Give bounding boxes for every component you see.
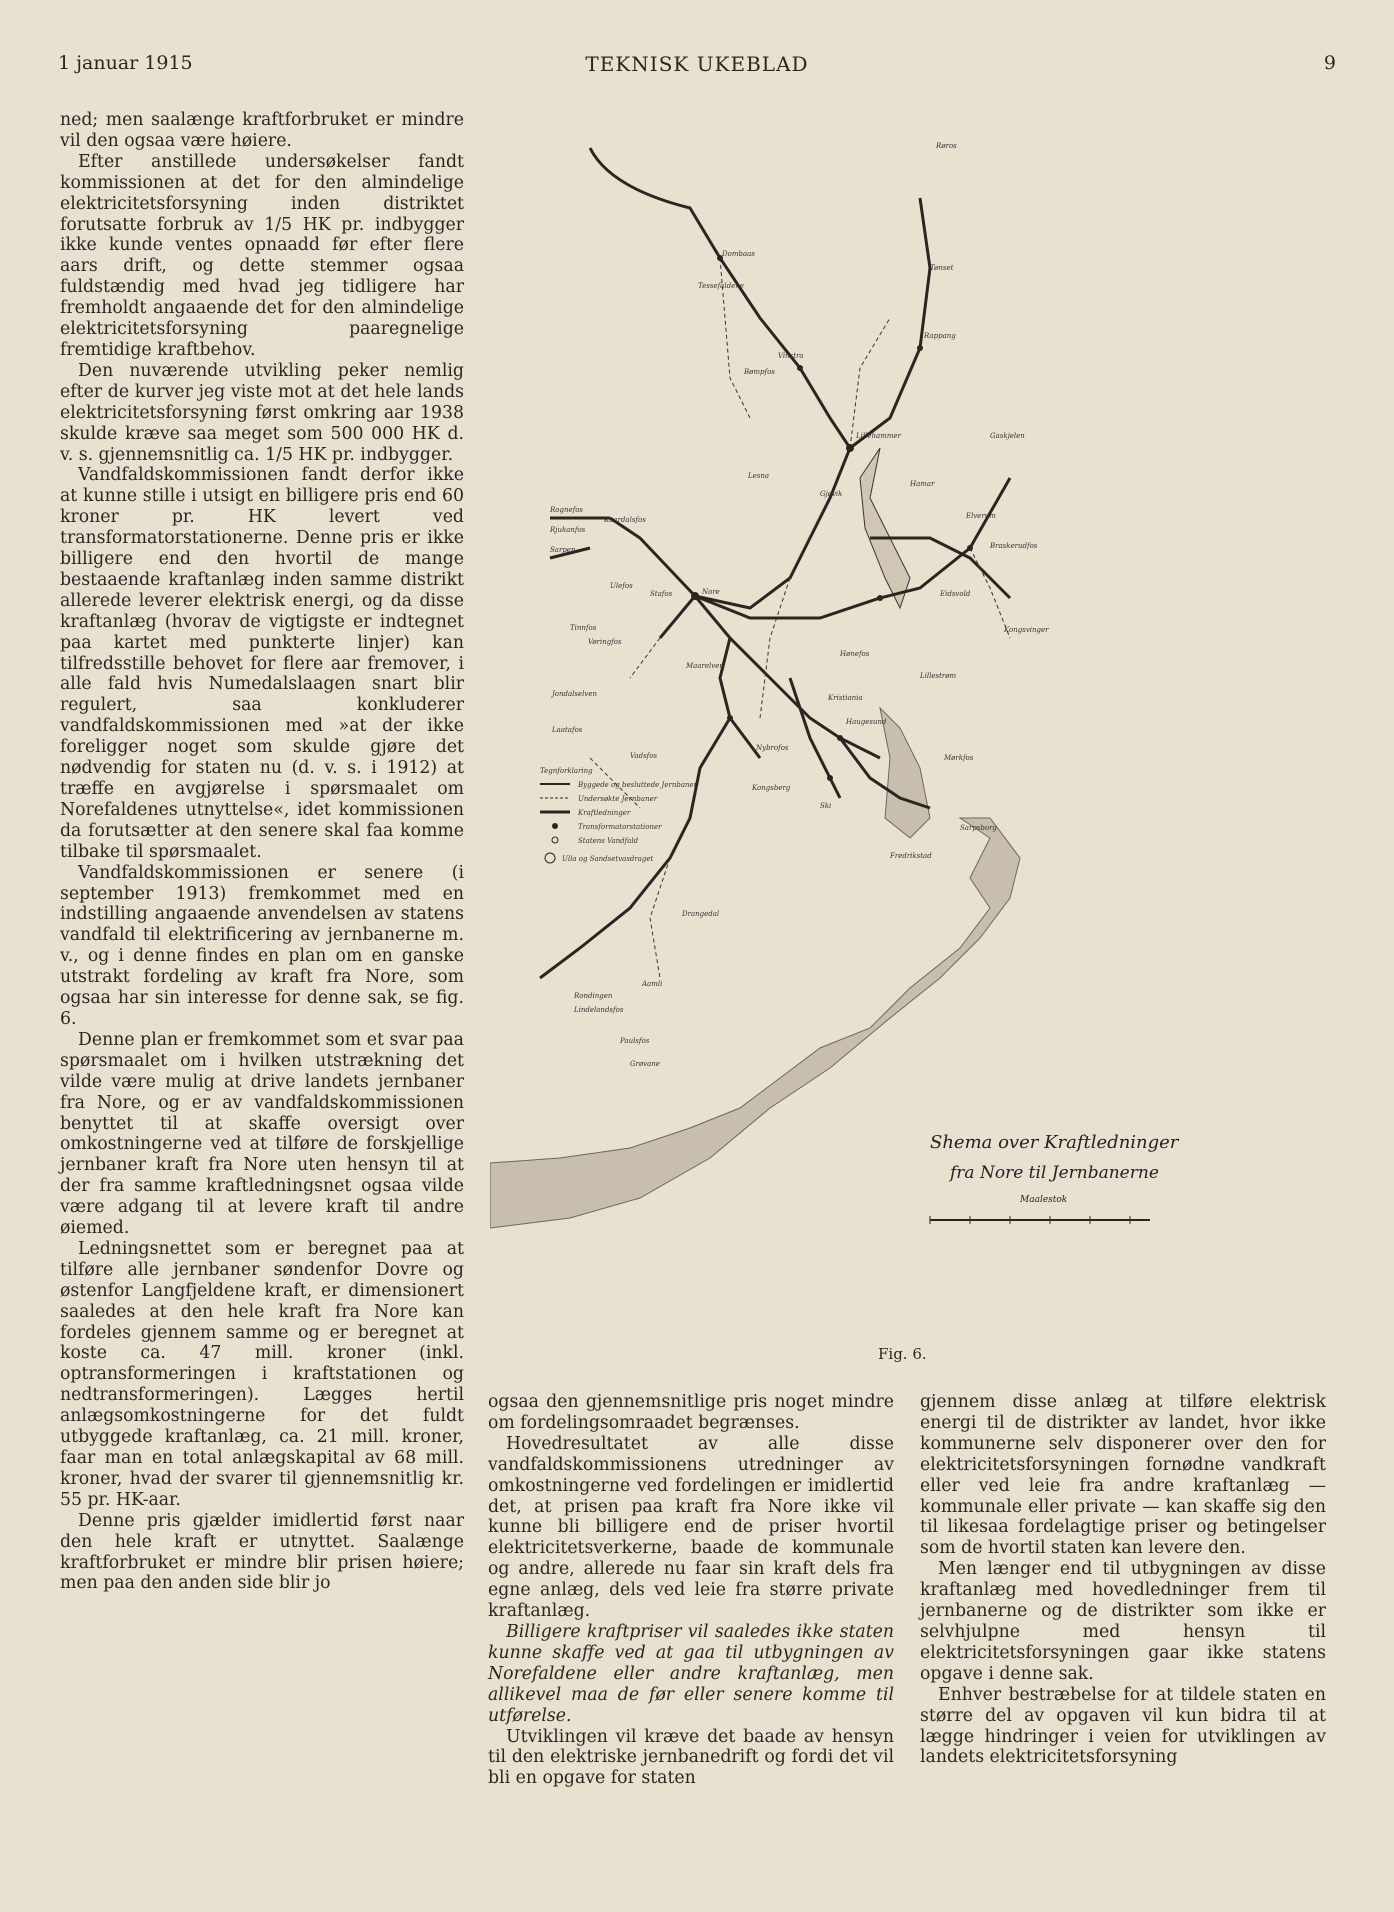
place-label: Vøringfos bbox=[588, 638, 622, 646]
figure-map bbox=[490, 118, 1340, 1358]
place-label: Lindelandsfos bbox=[574, 1006, 624, 1014]
mjosa bbox=[860, 448, 910, 608]
paragraph: Utviklingen vil kræve det baade av hensyn til den elektriske jernbanedrift og fordi det vil bli en opgave for staten bbox=[488, 1726, 894, 1789]
paragraph: ned; men saalænge kraftforbruket er mindre vil den ogsaa være høiere. bbox=[60, 110, 464, 151]
figure-caption: Fig. 6. bbox=[878, 1345, 927, 1363]
paragraph: Hovedresultatet av alle disse vandfaldskommissionens utredninger av omkostningerne ved fordelingen er imidlertid det, at prisen paa kraft fra Nore ikke vil kunne bli billigere end de priser hvortil elektricitetsverkerne, baade de kommunale og andre, allerede nu faar sin kraft dels fra egne anlæg, dels ved leie fra større private kraftanlæg. bbox=[488, 1433, 894, 1622]
place-label: Elverum bbox=[966, 512, 996, 520]
place-label: Dombaas bbox=[722, 250, 755, 258]
place-label: Eidsvold bbox=[940, 590, 971, 598]
place-label: Fredrikstad bbox=[890, 852, 932, 860]
page-header bbox=[58, 52, 1336, 82]
text-column-middle bbox=[488, 1392, 894, 1789]
place-label: Lesna bbox=[748, 472, 770, 480]
text-column-right bbox=[920, 1392, 1326, 1768]
scale-label: Maalestok bbox=[1020, 1195, 1068, 1205]
place-label: Tessefaldene bbox=[698, 282, 744, 290]
place-label: Ulefos bbox=[610, 582, 633, 590]
map-title-line1: Shema over Kraftledninger bbox=[930, 1132, 1179, 1153]
place-label: Aamli bbox=[642, 980, 663, 988]
place-label: Hamar bbox=[910, 480, 935, 488]
place-label: Gaskjelen bbox=[990, 432, 1025, 440]
place-label: Kristiania bbox=[828, 694, 863, 702]
legend-item: Ulla og Sandsetvasdraget bbox=[562, 855, 654, 863]
place-label: Jondalselven bbox=[552, 690, 598, 698]
place-label: Rognefos bbox=[550, 506, 584, 514]
text-column-left bbox=[60, 110, 464, 1594]
place-label: Gjøvik bbox=[820, 490, 843, 498]
paragraph: Denne plan er fremkommet som et svar paa spørsmaalet om i hvilken utstrækning det vilde være mulig at drive landets jernbaner fra Nore, og er av vandfaldskommissionen benyttet til at skaffe oversigt over omkostningerne ved at tilføre de forskjellige jernbaner kraft fra Nore uten hensyn til at der fra samme kraftledningsnet ogsaa vilde være adgang til at levere kraft til andre øiemed. bbox=[60, 1029, 464, 1239]
paragraph: Ledningsnettet som er beregnet paa at tilføre alle jernbaner søndenfor Dovre og østenfor Langfjeldene kraft, er dimensionert saaledes at den hele kraft fra Nore kan fordeles gjennem samme og er beregnet at koste ca. 47 mill. kroner (inkl. optransformeringen i kraftstationen og nedtransformeringen). Lægges hertil anlægsomkostningerne for det fuldt utbyggede kraftanlæg, ca. 21 mill. kroner, faar man en total anlægskapital av 68 mill. kroner, hvad der svarer til gjennemsnitlig kr. 55 pr. HK-aar. bbox=[60, 1238, 464, 1510]
paragraph-italic: Billigere kraftpriser vil saaledes ikke staten kunne skaffe ved at gaa til utbygningen av Norefaldene eller andre kraftanlæg, men allikevel maa de før eller senere komme til utførelse. bbox=[488, 1621, 894, 1726]
place-label: Lillehammer bbox=[856, 432, 901, 440]
place-label: Sarpen bbox=[550, 546, 576, 554]
paragraph: Vandfaldskommissionen er senere (i september 1913) fremkommet med en indstilling angaaende anvendelsen av statens vandfald til elektrificering av jernbanerne m. v., og i denne findes en plan om en ganske utstrakt fordeling av kraft fra Nore, som ogsaa har sin interesse for denne sak, se fig. 6. bbox=[60, 862, 464, 1029]
place-label: Røros bbox=[936, 142, 957, 150]
place-label: Kongsberg bbox=[752, 784, 791, 792]
place-label: Ski bbox=[820, 802, 832, 810]
place-label: Tønset bbox=[930, 264, 954, 272]
place-label: Laatafos bbox=[552, 726, 583, 734]
legend-item: Statens Vandfald bbox=[578, 837, 639, 845]
place-label: Vadsfos bbox=[630, 752, 658, 760]
page-number: 9 bbox=[1323, 52, 1336, 74]
place-label: Stafos bbox=[650, 590, 673, 598]
paragraph: Enhver bestræbelse for at tildele staten en større del av opgaven vil kun bidra til at lægge hindringer i veien for utviklingen av landets elektricitetsforsyning bbox=[920, 1684, 1326, 1768]
coastline bbox=[490, 818, 1020, 1228]
legend-item: Kraftledninger bbox=[578, 809, 631, 817]
place-label: Nore bbox=[702, 588, 720, 596]
power-lines bbox=[540, 148, 1010, 978]
place-label: Tinnfos bbox=[570, 624, 597, 632]
place-label: Drangedal bbox=[682, 910, 720, 918]
place-label: Sarpsborg bbox=[960, 824, 997, 832]
place-label: Haugesund bbox=[846, 718, 887, 726]
place-label: Lillestrøm bbox=[920, 672, 957, 680]
place-label: Rappang bbox=[924, 332, 956, 340]
paragraph: Vandfaldskommissionen fandt derfor ikke at kunne stille i utsigt en billigere pris end 60 kroner pr. HK levert ved transformatorstationerne. Denne pris er ikke billigere end den hvortil de mange bestaaende kraftanlæg inden samme distrikt allerede leverer elektrisk energi, og da disse kraftanlæg (hvorav de vigtigste er indtegnet paa kartet med punkterte linjer) kan tilfredsstille behovet for flere aar fremover, i alle fald hvis Numedalslaagen snart blir regulert, saa konkluderer vandfaldskommissionen med »at der ikke foreligger noget som skulde gjøre det nødvendig for staten nu (d. v. s. i 1912) at træffe en avgjørelse i spørsmaalet om Norefaldenes utnyttelse«, idet kommissionen da forutsætter at den senere skal faa komme tilbake til spørsmaalet. bbox=[60, 465, 464, 862]
place-label: Maarelven bbox=[686, 662, 724, 670]
power-line-map bbox=[490, 118, 1340, 1358]
place-label: Kongsvinger bbox=[1004, 626, 1049, 634]
place-label: Paulsfos bbox=[620, 1037, 650, 1045]
place-label: Grøvane bbox=[630, 1060, 660, 1068]
paragraph: ogsaa den gjennemsnitlige pris noget mindre om fordelingsomraadet begrænses. bbox=[488, 1392, 894, 1433]
legend-title: Tegnforklaring bbox=[540, 767, 593, 775]
place-label: Kaardalsfos bbox=[604, 516, 646, 524]
place-label: Bømpfos bbox=[744, 368, 775, 376]
paragraph: gjennem disse anlæg at tilføre elektrisk energi til de distrikter av landet, hvor ikke kommunerne selv disponerer over den for elektricitetsforsyningen fornødne vandkraft eller ved leie fra andre kraftanlæg — kommunale eller private — kan skaffe sig den til likesaa fordelagtige priser og betingelser som de hvortil staten kan levere den. bbox=[920, 1392, 1326, 1559]
journal-title: TEKNISK UKEBLAD bbox=[585, 52, 809, 76]
issue-date: 1 januar 1915 bbox=[58, 52, 193, 74]
place-label: Vinstra bbox=[778, 352, 804, 360]
scale-bar bbox=[930, 1216, 1150, 1224]
place-label: Mørkfos bbox=[944, 754, 974, 762]
place-label: Nybrofos bbox=[756, 744, 789, 752]
place-label: Braskerudfos bbox=[990, 542, 1038, 550]
place-label: Hønefos bbox=[840, 650, 870, 658]
paragraph: Efter anstillede undersøkelser fandt kommissionen at det for den almindelige elektricitetsforsyning inden distriktet forutsatte forbruk av 1/5 HK pr. indbygger ikke kunde ventes opnaadd før efter flere aars drift, og dette stemmer ogsaa fuldstændig med hvad jeg tidligere har fremholdt angaaende det for den almindelige elektricitetsforsyning paaregnelige fremtidige kraftbehov. bbox=[60, 151, 464, 360]
paragraph: Men længer end til utbygningen av disse kraftanlæg med hovedledninger frem til jernbanerne og de distrikter som ikke er selvhjulpne med hensyn til elektricitetsforsyningen gaar ikke statens opgave i denne sak. bbox=[920, 1559, 1326, 1684]
map-title-line2: fra Nore til Jernbanerne bbox=[950, 1163, 1159, 1183]
legend-item: Byggede og besluttede Jernbaner bbox=[578, 781, 698, 789]
place-label: Rjukanfos bbox=[550, 526, 586, 534]
legend-item: Undersøkte Jernbaner bbox=[578, 795, 658, 803]
oslofjord bbox=[880, 708, 930, 838]
legend-item: Transformatorstationer bbox=[578, 823, 662, 831]
paragraph: Den nuværende utvikling peker nemlig efter de kurver jeg viste mot at det hele lands elektricitetsforsyning først omkring aar 1938 skulde kræve saa meget som 500 000 HK d. v. s. gjennemsnitlig ca. 1/5 HK pr. indbygger. bbox=[60, 360, 464, 465]
place-label: Rondingen bbox=[574, 992, 613, 1000]
paragraph: Denne pris gjælder imidlertid først naar den hele kraft er utnyttet. Saalænge kraftforbruket er mindre blir prisen høiere; men paa den anden side blir jo bbox=[60, 1510, 464, 1594]
